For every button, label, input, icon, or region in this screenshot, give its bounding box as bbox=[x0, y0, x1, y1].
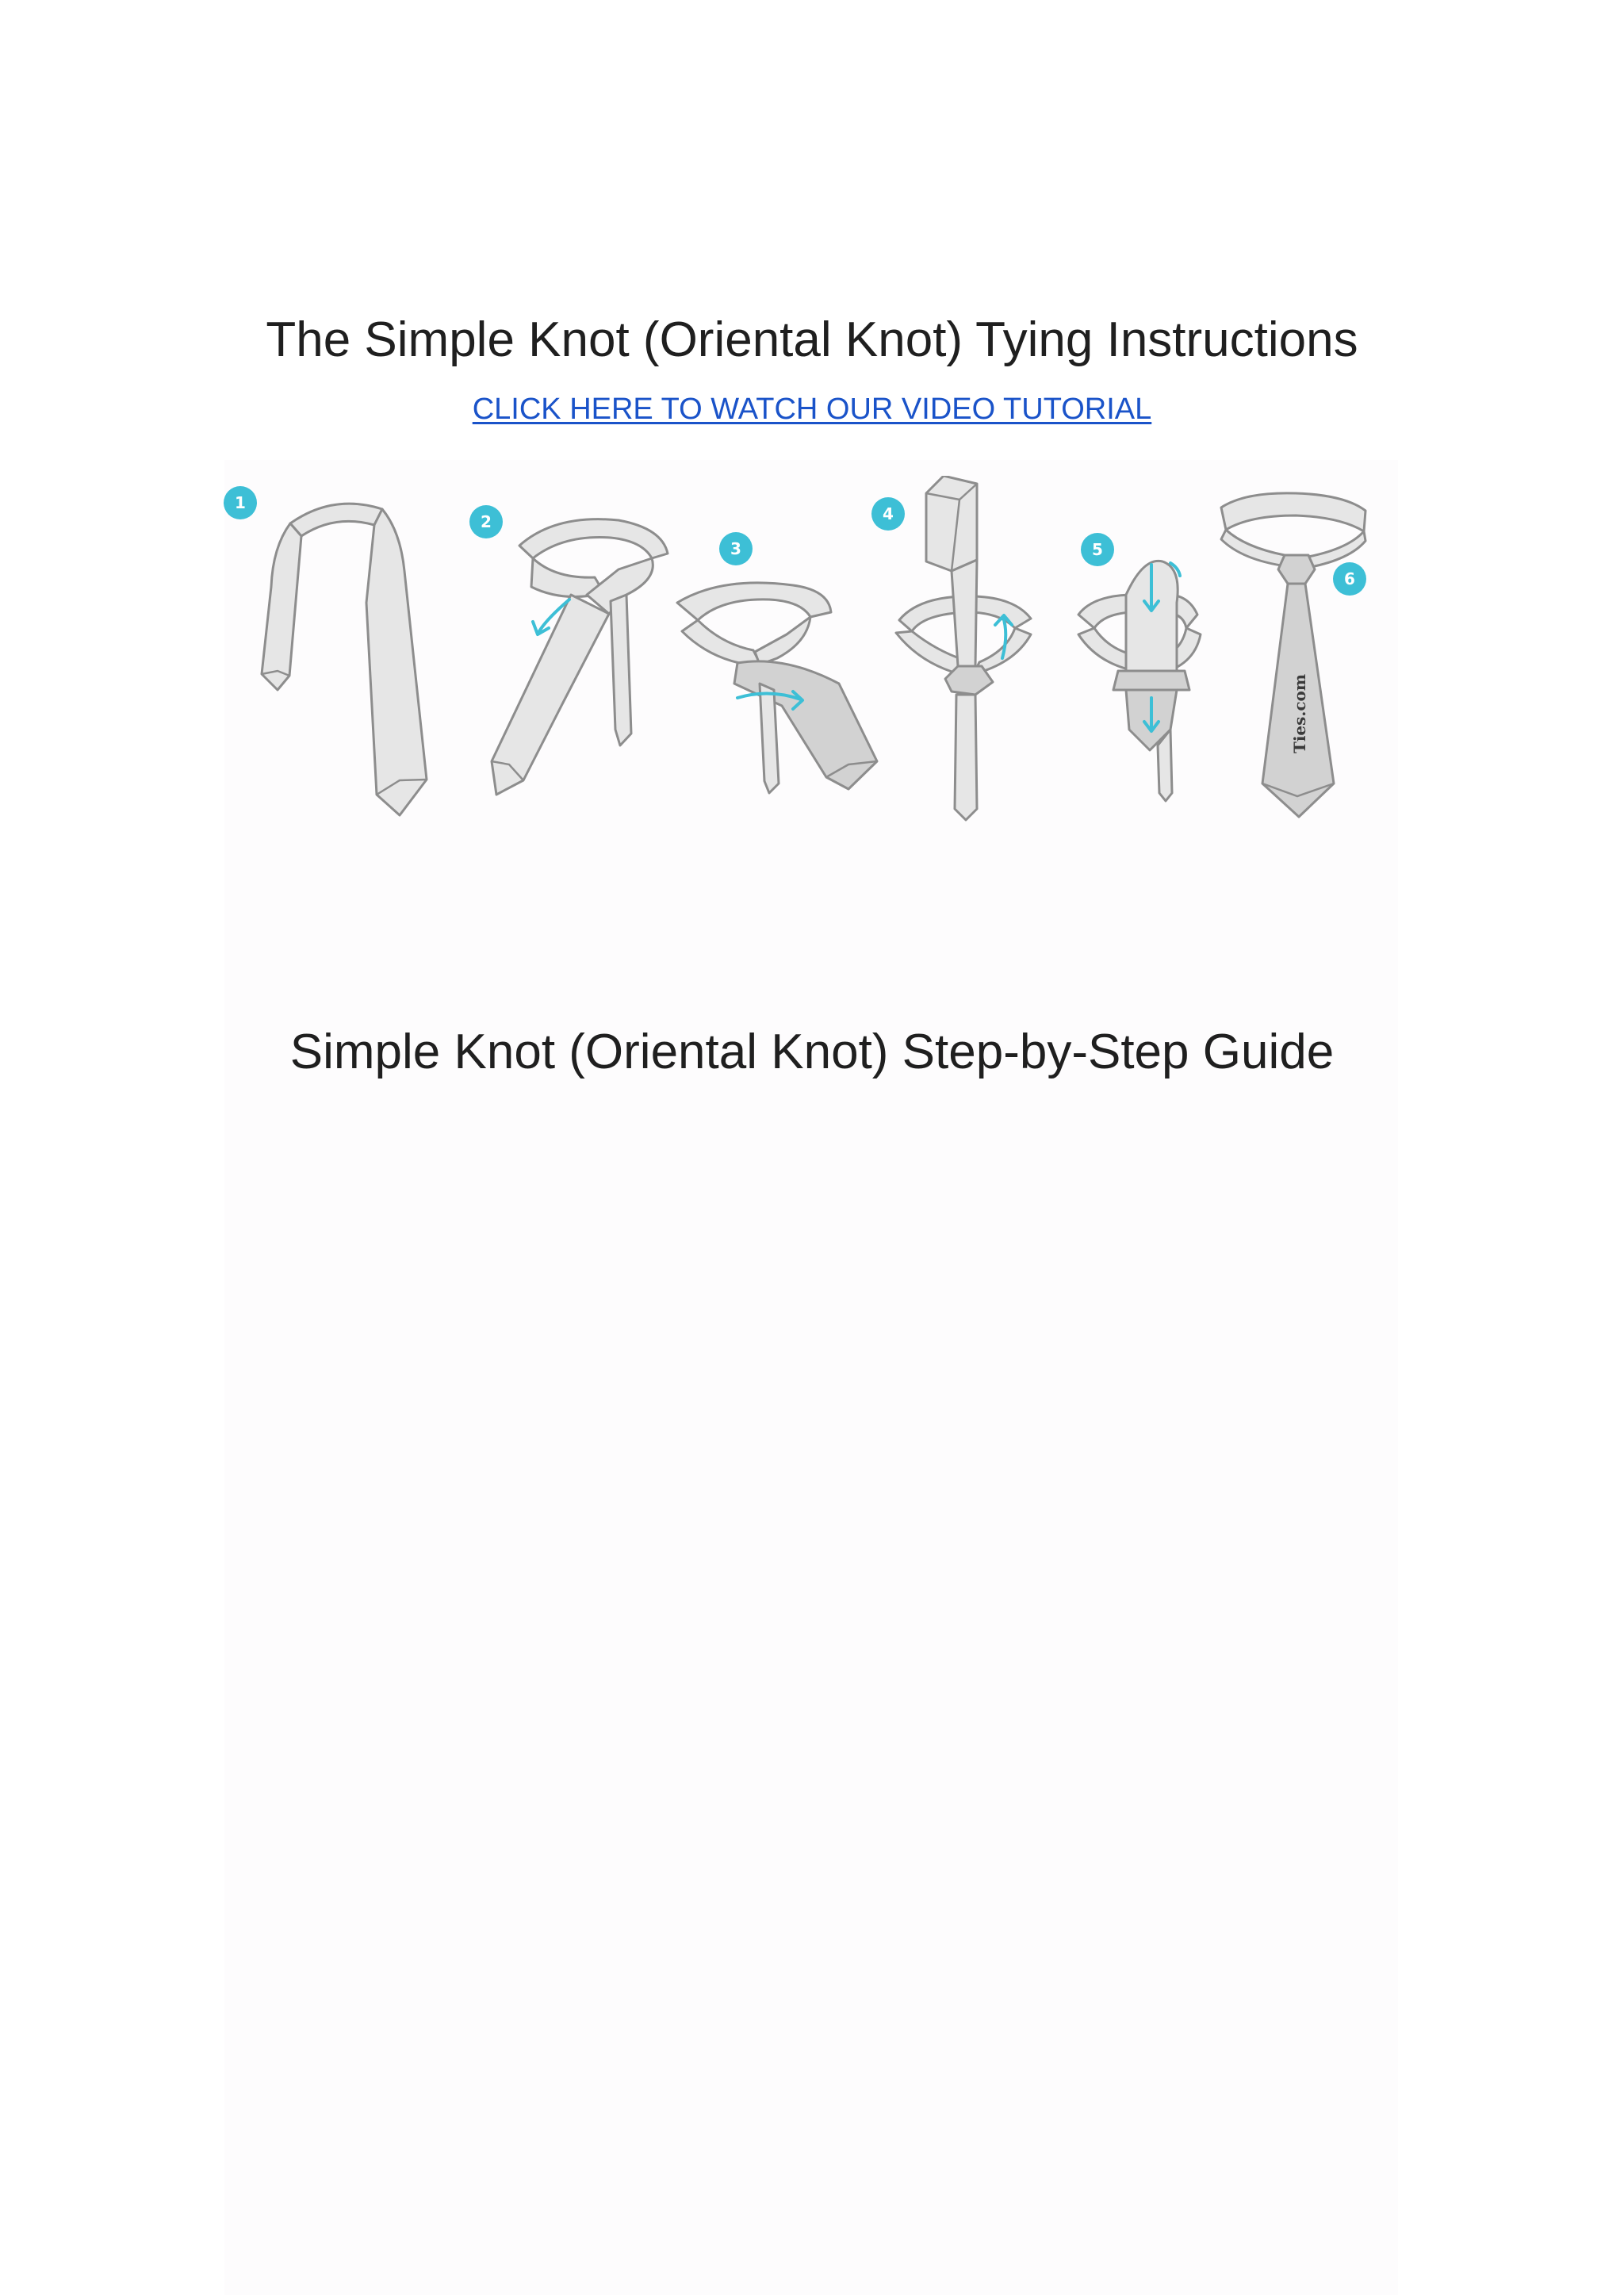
tie-collar bbox=[519, 519, 668, 558]
step-4-badge bbox=[871, 497, 905, 531]
step-1-badge bbox=[224, 486, 257, 519]
tie-knot bbox=[1278, 555, 1315, 584]
step-2-figure bbox=[469, 505, 668, 795]
tie-collar bbox=[677, 583, 831, 620]
step-5-figure bbox=[1078, 533, 1201, 801]
step-5-badge bbox=[1081, 533, 1114, 566]
tie-collar bbox=[1221, 493, 1365, 531]
step-3-badge bbox=[719, 532, 753, 565]
step-4-figure bbox=[871, 476, 1031, 820]
step-3-number: 3 bbox=[730, 539, 741, 558]
step-1-figure bbox=[224, 486, 427, 815]
step-2-number: 2 bbox=[481, 512, 492, 531]
brand-mark: Ties.com bbox=[1290, 673, 1309, 754]
tie-steps-illustration bbox=[214, 476, 1404, 841]
page-title: The Simple Knot (Oriental Knot) Tying Instructions bbox=[266, 312, 1358, 367]
step-6-number: 6 bbox=[1344, 569, 1355, 588]
tie-knot-band bbox=[1113, 671, 1189, 690]
video-tutorial-link-container bbox=[0, 392, 1624, 428]
tie-narrow-end bbox=[611, 595, 631, 745]
step-3-figure bbox=[677, 532, 877, 793]
tie-narrow-end bbox=[262, 523, 301, 690]
tie-knot bbox=[945, 666, 993, 695]
tie-collar bbox=[290, 504, 382, 536]
step-2-badge bbox=[469, 505, 503, 538]
tie-wide-end bbox=[366, 509, 427, 815]
step-6-badge bbox=[1333, 562, 1366, 596]
tie-wide-end bbox=[734, 661, 877, 789]
tie-narrow-end bbox=[955, 695, 977, 820]
section-title: Simple Knot (Oriental Knot) Step-by-Step Guide bbox=[289, 1025, 1335, 1079]
step-6-figure bbox=[1221, 493, 1366, 817]
step-5-number: 5 bbox=[1092, 540, 1103, 559]
direction-arrow bbox=[1002, 617, 1005, 658]
step-1-number: 1 bbox=[235, 493, 246, 512]
step-4-number: 4 bbox=[883, 504, 894, 523]
video-tutorial-link[interactable]: CLICK HERE TO WATCH OUR VIDEO TUTORIAL bbox=[472, 393, 1152, 426]
